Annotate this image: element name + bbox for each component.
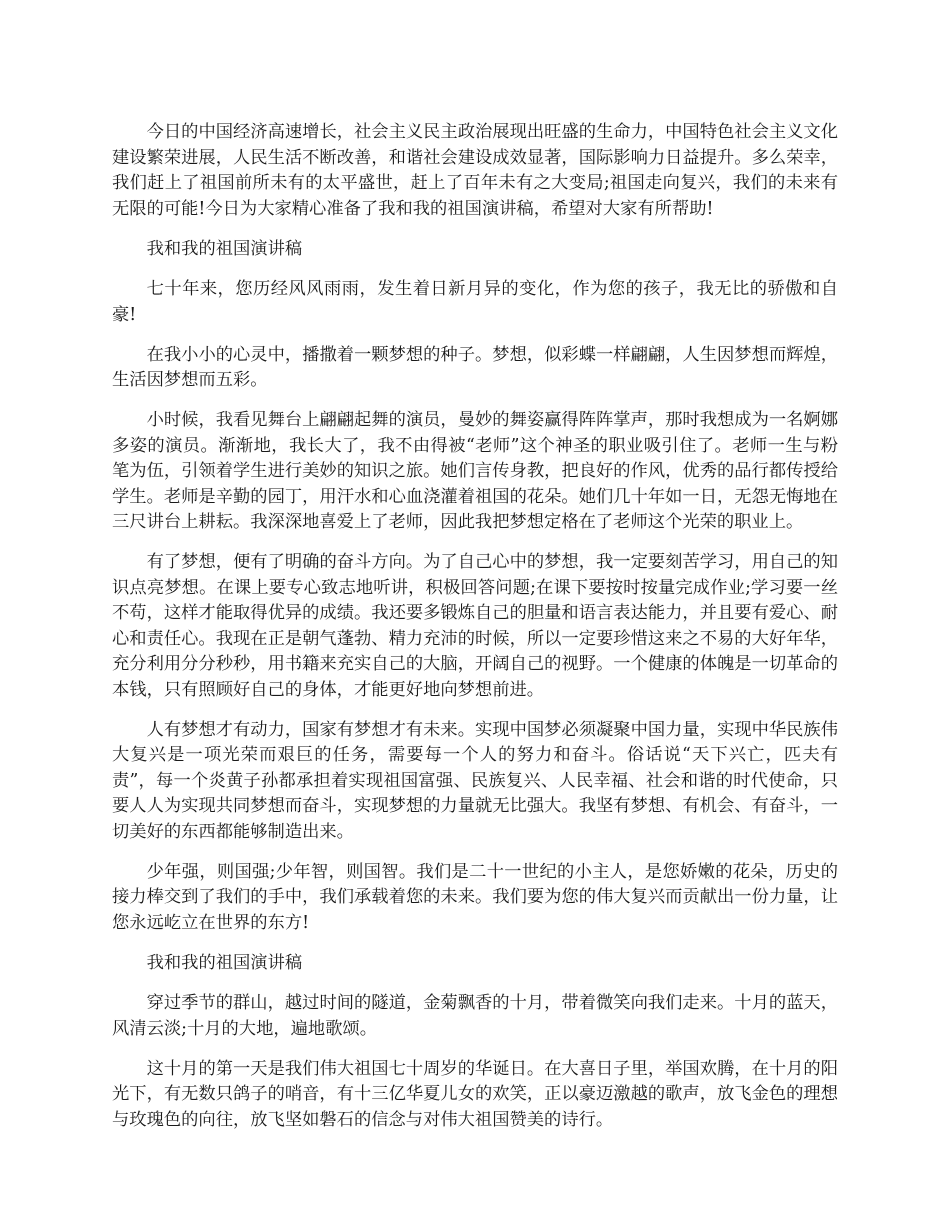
body-paragraph: 七十年来，您历经风风雨雨，发生着日新月异的变化，作为您的孩子，我无比的骄傲和自豪! [112, 279, 838, 325]
document-body [112, 120, 838, 1148]
body-paragraph: 在我小小的心灵中，播撒着一颗梦想的种子。梦想，似彩蝶一样翩翩，人生因梦想而辉煌，生活因梦想而五彩。 [112, 344, 838, 390]
body-paragraph: 这十月的第一天是我们伟大祖国七十周岁的华诞日。在大喜日子里，举国欢腾，在十月的阳光下，有无数只鸽子的哨音，有十三亿华夏儿女的欢笑，正以豪迈激越的歌声，放飞金色的理想与玫瑰色的向往，放飞坚如磐石的信念与对伟大祖国赞美的诗行。 [112, 1058, 838, 1130]
intro-paragraph: 今日的中国经济高速增长，社会主义民主政治展现出旺盛的生命力，中国特色社会主义文化建设繁荣进展，人民生活不断改善，和谐社会建设成效显著，国际影响力日益提升。多么荣幸，我们赶上了祖国前所未有的太平盛世，赶上了百年未有之大变局;祖国走向复兴，我们的未来有无限的可能!今日为大家精心准备了我和我的祖国演讲稿，希望对大家有所帮助! [112, 122, 838, 219]
body-paragraph: 小时候，我看见舞台上翩翩起舞的演员，曼妙的舞姿赢得阵阵掌声，那时我想成为一名婀娜多姿的演员。渐渐地，我长大了，我不由得被“老师”这个神圣的职业吸引住了。老师一生与粉笔为伍，引领着学生进行美妙的知识之旅。她们言传身教，把良好的作风，优秀的品行都传授给学生。老师是辛勤的园丁，用汗水和心血浇灌着祖国的花朵。她们几十年如一日，无怨无悔地在三尺讲台上耕耘。我深深地喜爱上了老师，因此我把梦想定格在了老师这个光荣的职业上。 [112, 410, 838, 532]
section-heading: 我和我的祖国演讲稿 [146, 952, 303, 973]
body-paragraph: 有了梦想，便有了明确的奋斗方向。为了自己心中的梦想，我一定要刻苦学习，用自己的知识点亮梦想。在课上要专心致志地听讲，积极回答问题;在课下要按时按量完成作业;学习要一丝不苟，这样才能取得优异的成绩。我还要多锻炼自己的胆量和语言表达能力，并且要有爱心、耐心和责任心。我现在正是朝气蓬勃、精力充沛的时候，所以一定要珍惜这来之不易的大好年华，充分利用分分秒秒，用书籍来充实自己的大脑，开阔自己的视野。一个健康的体魄是一切革命的本钱，只有照顾好自己的身体，才能更好地向梦想前进。 [112, 552, 838, 700]
section-heading: 我和我的祖国演讲稿 [146, 238, 303, 259]
body-paragraph: 少年强，则国强;少年智，则国智。我们是二十一世纪的小主人，是您娇嫩的花朵，历史的接力棒交到了我们的手中，我们承载着您的未来。我们要为您的伟大复兴而贡献出一份力量，让您永远屹立在世界的东方! [112, 861, 838, 933]
body-paragraph: 人有梦想才有动力，国家有梦想才有未来。实现中国梦必须凝聚中国力量，实现中华民族伟大复兴是一项光荣而艰巨的任务，需要每一个人的努力和奋斗。俗话说“天下兴亡，匹夫有责”，每一个炎黄子孙都承担着实现祖国富强、民族复兴、人民幸福、社会和谐的时代使命，只要人人为实现共同梦想而奋斗，实现梦想的力量就无比强大。我坚有梦想、有机会、有奋斗，一切美好的东西都能够制造出来。 [112, 719, 838, 842]
body-paragraph: 穿过季节的群山，越过时间的隧道，金菊飘香的十月，带着微笑向我们走来。十月的蓝天，风清云淡;十月的大地，遍地歌颂。 [112, 993, 838, 1039]
